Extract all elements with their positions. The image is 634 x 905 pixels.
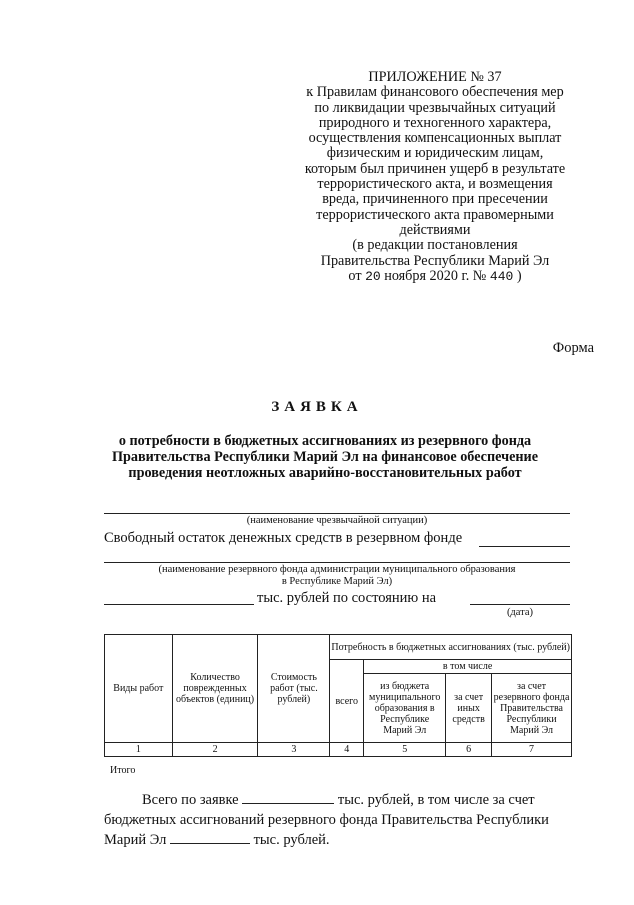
appendix-line: физическим и юридическим лицам, [326, 145, 544, 162]
fund-caption-2: в Республике Марий Эл) [281, 576, 393, 587]
date-prefix: от [348, 267, 362, 284]
balance-text: Свободный остаток денежных средств в резервном фонде [104, 530, 463, 546]
needs-table [104, 634, 572, 757]
header-cost: Стоимость работ (тыс. рублей) [258, 635, 330, 743]
appendix-line: террористического акта, и возмещения [317, 176, 553, 193]
emergency-name-field[interactable] [104, 513, 570, 514]
as-of-date-field[interactable] [470, 604, 570, 605]
appendix-line: вреда, причиненного при пресечении [322, 191, 548, 208]
header-reserve: за счет резервного фонда Правительства Республики Марий Эл [492, 674, 572, 743]
subtitle-line: о потребности в бюджетных ассигнованиях из резервного фонда [118, 433, 532, 449]
document-title: ЗАЯВКА [271, 399, 363, 415]
column-number-row [105, 743, 572, 757]
appendix-line: действиями [399, 221, 471, 238]
emergency-caption: (наименование чрезвычайной ситуации) [246, 515, 428, 526]
header-including: в том числе [364, 660, 572, 674]
column-number: 3 [258, 743, 330, 757]
header-municipal: из бюджета муниципального образования в Республике Марий Эл [364, 674, 446, 743]
appendix-line: ПРИЛОЖЕНИЕ № 37 [368, 69, 502, 85]
date-number: 440 [489, 268, 514, 284]
appendix-line: к Правилам финансового обеспечения мер [306, 84, 564, 101]
appendix-line: по ликвидации чрезвычайных ситуаций [314, 99, 556, 116]
summary-reserve-field[interactable] [170, 830, 250, 844]
table-total-label: Итого [110, 765, 136, 776]
appendix-line: которым был причинен ущерб в результате [304, 160, 566, 177]
header-other: за счет иных средств [446, 674, 492, 743]
fund-name-field[interactable] [104, 562, 570, 563]
summary-total-field[interactable] [242, 790, 334, 804]
appendix-line: Правительства Республики Марий Эл [320, 252, 550, 269]
summary-line1-a: Всего по заявке [142, 792, 239, 808]
header-kinds: Виды работ [105, 635, 173, 743]
summary-line3-a: Марий Эл [104, 832, 167, 848]
date-suffix: ) [516, 267, 522, 284]
header-need: Потребность в бюджетных ассигнованиях (тыс. рублей) [330, 635, 572, 660]
column-number: 1 [105, 743, 173, 757]
appendix-header [270, 70, 600, 284]
summary-line1-b: тыс. рублей, в том числе за счет [337, 792, 535, 808]
as-of-text: тыс. рублей по состоянию на [257, 590, 437, 606]
appendix-line: террористического акта правомерными [316, 206, 554, 223]
appendix-line: (в редакции постановления [352, 237, 518, 254]
summary-line3-b: тыс. рублей. [253, 832, 330, 848]
as-of-amount-field[interactable] [104, 604, 254, 605]
column-number: 4 [330, 743, 364, 757]
form-label: Форма [552, 340, 594, 356]
appendix-date-line [270, 269, 600, 284]
subtitle-line: проведения неотложных аварийно-восстановительных работ [128, 465, 522, 481]
header-count: Количество поврежденных объектов (единиц) [172, 635, 258, 743]
column-number: 7 [492, 743, 572, 757]
appendix-line: осуществления компенсационных выплат [308, 130, 562, 147]
subtitle-line: Правительства Республики Марий Эл на финансовое обеспечение [111, 449, 539, 465]
date-day: 20 [365, 268, 381, 284]
header-total: всего [330, 660, 364, 743]
document-subtitle [70, 433, 580, 481]
summary-paragraph [104, 790, 576, 851]
appendix-line: природного и техногенного характера, [318, 114, 552, 131]
fund-caption-1: (наименование резервного фонда администрации муниципального образования [158, 564, 516, 575]
summary-line2: бюджетных ассигнований резервного фонда Правительства Республики [104, 811, 549, 828]
column-number: 5 [364, 743, 446, 757]
date-caption: (дата) [506, 607, 534, 618]
date-rest: ноября 2020 г. № [384, 267, 487, 284]
balance-amount-field[interactable] [479, 546, 570, 547]
column-number: 2 [172, 743, 258, 757]
column-number: 6 [446, 743, 492, 757]
